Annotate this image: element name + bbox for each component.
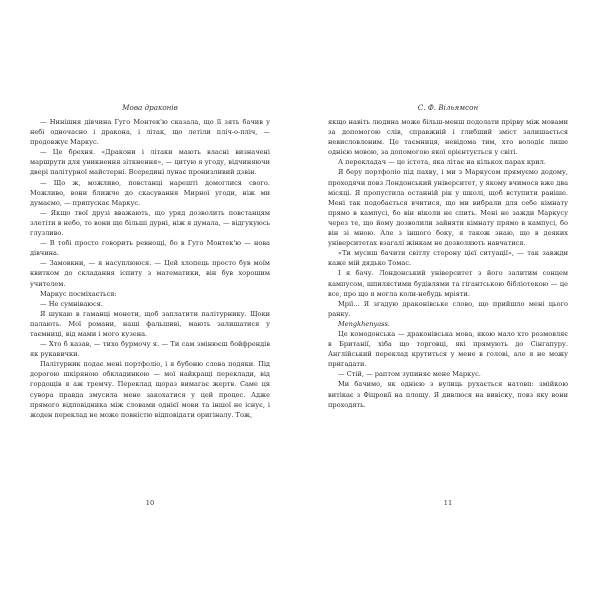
paragraph: — Якщо твої друзі вважають, що уряд дозволить повстанцям злетіти в небо, то вони ще більші дурні, ніж я думала, — відгукуюсь глузливо.	[30, 208, 270, 238]
paragraph: Палітурник подає мені портфоліо, і я бубоню слова подяки. Під дорогою шкіряною обкладинкою — мої найкращі переклади, від гордощів я аж тремчу. Переклад щораз вимагає жертв. Саме ця сувора правда змусила мене закохатися у цей процес. Адже прямого відповідника між словами однієї мови та іншої не існує, і жоден переклад не може повністю відповідати оригіналу. Тож,	[30, 360, 270, 419]
paragraph: А перекладач — це істота, яка літає на кількох парах крил.	[338, 158, 546, 167]
paragraph: «Ти мусиш бачити світлу сторону цієї ситуації», — так завжди каже мій дядько Томас.	[328, 249, 568, 268]
right-page-number: 11	[443, 499, 453, 507]
paragraph: Я шукаю в гаманці монети, щоб заплатити палітурнику. Щоки палають. Мої романи, наші фальшиві, мають залишатися у таємниці, від мами і мого кузена.	[30, 309, 270, 338]
paragraph: Маркус посміхається:	[40, 289, 117, 298]
left-running-header: Мова драконів	[122, 103, 178, 112]
right-page	[328, 103, 568, 503]
paragraph: Це комодонська — драконівська мова, якою мало хто розмовляє в Британії, хіба що торговці, які прямують до Сінгапуру. Англійський переклад крутиться у мене в голові, але я не можу пригадати.	[328, 329, 568, 369]
left-page-number: 10	[145, 499, 155, 507]
paragraph: Мрії... Я згадую драконівське слово, що прийшло мені цього ранку.	[328, 299, 568, 318]
paragraph: якщо навіть людина може більш-менш подолати прірву між мовами за допомогою слів, справжній і глибший зміст залишається невисловленим. Це таємниця, невідома тим, хто володіє лише однією мовою, за допомогою якої орієнтується у світі.	[328, 118, 568, 157]
paragraph: — Нинішня дівчина Гуго Монтек'ю сказала, що її зять бачив у небі одночасно і дракона, і літак, що летіли пліч-о-пліч, — продовжує Маркус.	[30, 118, 270, 147]
left-page-body	[30, 117, 270, 420]
paragraph: — Це брехня. «Дракони і літаки мають власні визначені маршрути для уникнення зіткнення», — цитую я угоду, відчиняючи двері палітурної майстерні. Всередині лунає пронизливий дзвін.	[30, 148, 270, 177]
right-page-body	[328, 117, 568, 410]
paragraph: — Замовкни, — я насуплююся. — Цей хлопець просто був моїм квитком до складання іспиту з математики, він був хорошим учителем.	[30, 259, 270, 288]
paragraph: Я беру портфоліо під пахву, і ми з Маркусом прямуємо додому, проходячи повз Лондонський університет, у якому вчимося вже два місяці. Я пропустила останній рік у школі, щоб вступити раніше. Мені так подобається вчитися, що ми вибрали для себе кімнату прямо в кампусі, бо він ніколи не спить. Мені не зажди Маркусу через те, що йому дозволили зайняти кімнату прямо в кампусі, бо він зі мною. Але з іншого боку, я також знаю, що в деяких університетах взагалі жінкам не дозволяють навчатися.	[328, 168, 568, 248]
right-running-header: С. Ф. Вільямсон	[417, 103, 479, 112]
paragraph: І я бачу. Лондонський університет з його залитим сонцем кампусом, шпилястими будівлями та гігантською бібліотекою — це все, про що я могла коли-небудь мріяти.	[328, 269, 568, 298]
left-page	[30, 103, 270, 503]
paragraph: — Не сумніваюся.	[40, 299, 103, 308]
paragraph: — Хто б казав, — тихо бурмочу я. — Ти сам змінюєш бойфрендів як рукавички.	[30, 340, 270, 359]
paragraph: Ми бачимо, як однією з вулиць рухається натовп: змійкою витікає з Фіцровії на площу. Я дивлюся на вивіску, повз яку вони проходять.	[328, 380, 568, 409]
paragraph: — Що ж, можливо, повстанці нарешті домоглися свого. Можливо, вони ближче до скасування Мирної угоди, ніж ми думаємо, — припускає Маркус.	[30, 178, 270, 207]
paragraph-dragon-word: Mengkhenyass.	[338, 319, 391, 328]
paragraph: — В тобі просто говорить ревнощі, бо в Гуго Монтек'ю — нова дівчина.	[30, 239, 270, 258]
paragraph: — Стій, — раптом зупиняє мене Маркус.	[338, 370, 481, 379]
